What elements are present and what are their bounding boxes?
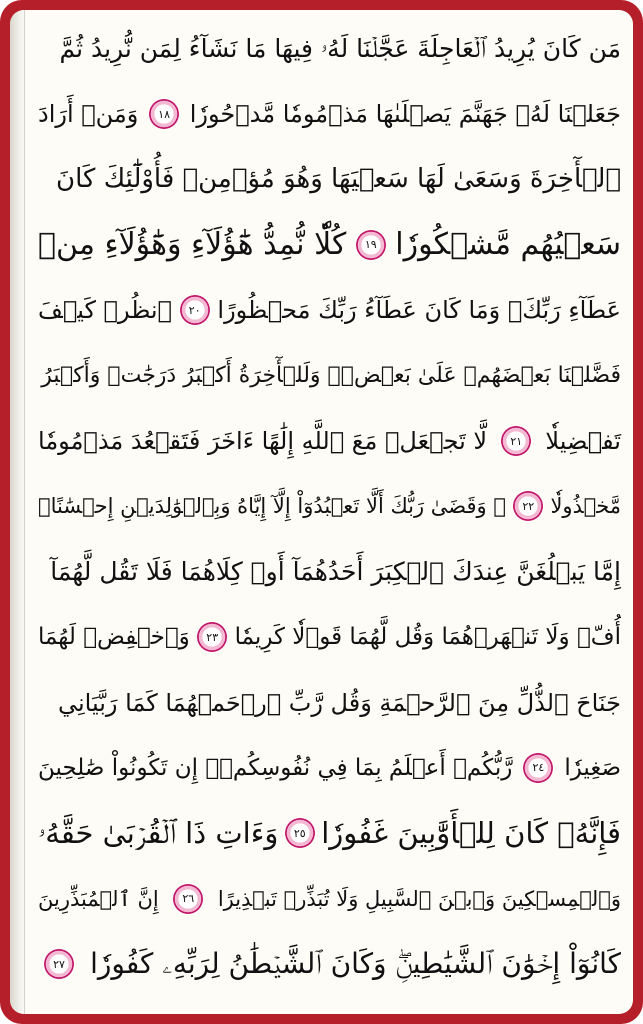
verse-text: أُفّٖ وَلَا تَنۡهَرۡهُمَا وَقُل لَّهُمَا قَوۡلٗا كَرِيمٗا (234, 624, 621, 651)
verse-text: جَعَلۡنَا لَهُۥ جَهَنَّمَ يَصۡلَىٰهَا مَذۡمُومٗا مَّدۡحُورٗا (189, 100, 621, 129)
text-line (38, 931, 621, 996)
text-line (38, 605, 621, 670)
text-line (38, 343, 621, 408)
verse-text: تَفۡضِيلٗا (545, 427, 621, 456)
verse-text: ۞ وَقَضَىٰ رَبُّكَ أَلَّا تَعۡبُدُوٓاْ إِلَّآ إِيَّاهُ وَبِٱلۡوَٰلِدَيۡنِ إِحۡسَٰنًاۚ (38, 494, 506, 519)
text-line (38, 670, 621, 735)
quran-text-block (38, 16, 621, 997)
verse-text: وَٱلۡمِسۡكِينَ وَٱبۡنَ ٱلسَّبِيلِ وَلَا تُبَذِّرۡ تَبۡذِيرًا (217, 886, 621, 911)
verse-text: وَٱخۡفِضۡ لَهُمَا (38, 624, 190, 651)
verse-text: كَانُوٓاْ إِخۡوَٰنَ ٱلشَّيَٰطِينِۖ وَكَانَ ٱلشَّيۡطَٰنُ لِرَبِّهِۦ كَفُورٗا (90, 947, 621, 981)
text-line (38, 474, 621, 539)
text-line (38, 735, 621, 800)
text-line (38, 81, 621, 146)
verse-number-marker: ٢٧ (44, 949, 74, 979)
verse-number-marker: ٢١ (501, 426, 531, 456)
text-line (38, 408, 621, 473)
verse-number-marker: ٢٤ (523, 753, 553, 783)
verse-number-marker: ٢٣ (197, 622, 227, 652)
verse-text: جَنَاحَ ٱلذُّلِّ مِنَ ٱلرَّحۡمَةِ وَقُل رَّبِّ ٱرۡحَمۡهُمَا كَمَا رَبَّيَانِي (57, 688, 621, 717)
verse-number-marker: ١٩ (356, 230, 386, 260)
verse-text: ٱنظُرۡ كَيۡفَ (38, 296, 172, 325)
verse-text: فَضَّلۡنَا بَعۡضَهُمۡ عَلَىٰ بَعۡضٖۚ وَلَلۡأٓخِرَةُ أَكۡبَرُ دَرَجَٰتٖ وَأَكۡبَرُ (41, 363, 621, 389)
verse-text: عَطَآءِ رَبِّكَۚ وَمَا كَانَ عَطَآءُ رَبِّكَ مَحۡظُورًا (217, 296, 621, 325)
verse-text: وَمَنۡ أَرَادَ (38, 100, 139, 129)
text-line (38, 212, 621, 277)
page-spine-line (24, 10, 25, 1014)
verse-number-marker: ٢٦ (173, 884, 203, 914)
verse-number-marker: ٢٠ (180, 295, 210, 325)
verse-text: رَّبُّكُمۡ أَعۡلَمُ بِمَا فِي نُفُوسِكُمۡۚ إِن تَكُونُواْ صَٰلِحِينَ (38, 754, 513, 781)
text-line (38, 801, 621, 866)
verse-text: وَءَاتِ ذَا ٱلۡقُرۡبَىٰ حَقَّهُۥ (38, 815, 279, 850)
verse-number-marker: ٢٥ (285, 818, 315, 848)
verse-text: كُلّٗا نُّمِدُّ هَٰٓؤُلَآءِ وَهَٰٓؤُلَآءِ مِنۡ (38, 227, 347, 263)
verse-text: ٱلۡأٓخِرَةَ وَسَعَىٰ لَهَا سَعۡيَهَا وَهُوَ مُؤۡمِنٞ فَأُوْلَٰٓئِكَ كَانَ (56, 164, 621, 195)
verse-text: مَن كَانَ يُرِيدُ ٱلۡعَاجِلَةَ عَجَّلۡنَا لَهُۥ فِيهَا مَا نَشَآءُ لِمَن نُّرِيدُ ثُمَّ (59, 33, 621, 63)
text-line (38, 539, 621, 604)
verse-text: مَّخۡذُولٗا (550, 494, 621, 519)
text-line (38, 147, 621, 212)
verse-text: لَّا تَجۡعَلۡ مَعَ ٱللَّهِ إِلَٰهًا ءَاخَرَ فَتَقۡعُدَ مَذۡمُومٗا (38, 427, 488, 456)
mushaf-page (10, 10, 633, 1014)
verse-number-marker: ١٨ (149, 99, 179, 129)
text-line (38, 866, 621, 931)
verse-text: إِنَّ ٱلۡمُبَذِّرِينَ (38, 886, 159, 911)
text-line (38, 16, 621, 81)
verse-text: سَعۡيُهُم مَّشۡكُورٗا (395, 227, 621, 263)
text-line (38, 278, 621, 343)
verse-text: صَغِيرٗا (564, 754, 621, 781)
verse-text: إِمَّا يَبۡلُغَنَّ عِندَكَ ٱلۡكِبَرَ أَحَدُهُمَآ أَوۡ كِلَاهُمَا فَلَا تَقُل لَّهُمَآ (50, 557, 621, 587)
verse-number-marker: ٢٢ (513, 491, 543, 521)
verse-text: فَإِنَّهُۥ كَانَ لِلۡأَوَّٰبِينَ غَفُورٗا (321, 816, 621, 851)
